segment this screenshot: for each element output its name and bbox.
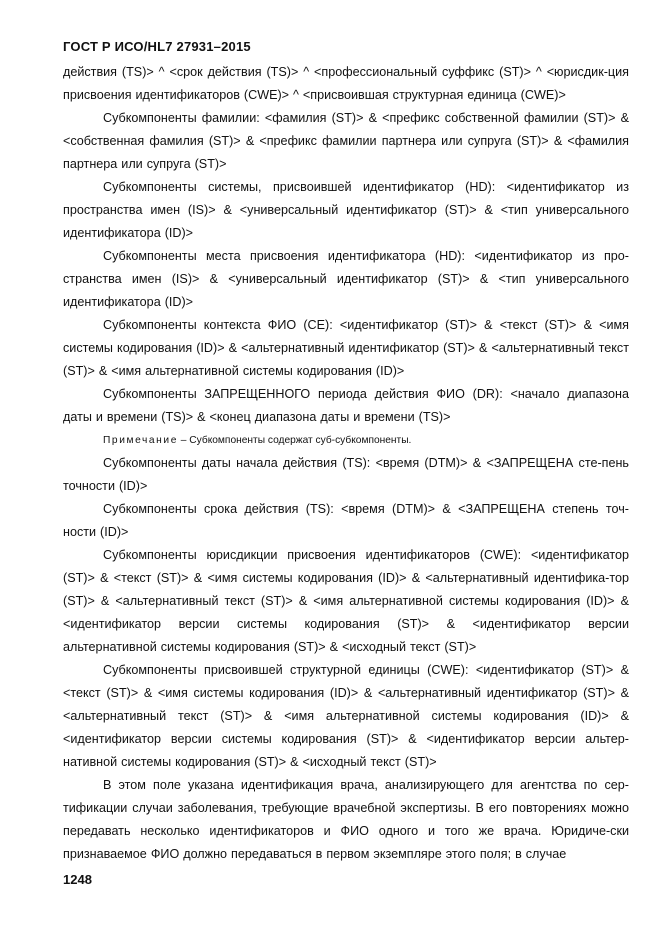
note-label: Примечание (103, 435, 178, 446)
paragraph-jurisdiction-subcomponents: Субкомпоненты юрисдикции присвоения идентификаторов (CWE): <идентификатор (ST)> & <текст (ST)> & <имя системы кодирования (ID)> & <альтернативный идентифика-тор (ST)> & <альтернативный текст (ST)> & <имя альтернативной системы кодирования (ID)> & <идентификатор версии системы кодирования (ST)> & <идентификатор версии альтернативной системы кодирования (ST)> & <исходный текст (ST)> (63, 548, 629, 654)
paragraph-continuation: действия (TS)> ^ <срок действия (TS)> ^ <профессиональный суффикс (ST)> ^ <юрисдик-ция присвоения идентификаторов (CWE)> ^ <присвоившая структурная единица (CWE)> (63, 65, 629, 102)
paragraph-expiration-date-subcomponents: Субкомпоненты срока действия (TS): <время (DTM)> & <ЗАПРЕЩЕНА степень точ-ности (ID)> (63, 502, 629, 539)
paragraph-assigning-authority-subcomponents: Субкомпоненты системы, присвоившей идентификатор (HD): <идентификатор из пространства имен (IS)> & <универсальный идентификатор (ST)> & <тип универсального идентификатора (ID)> (63, 180, 629, 240)
note (63, 429, 629, 452)
paragraph-effective-date-subcomponents: Субкомпоненты даты начала действия (TS): <время (DTM)> & <ЗАПРЕЩЕНА сте-пень точности (ID)> (63, 456, 629, 493)
page-number: 1248 (63, 872, 92, 887)
document-page (63, 38, 629, 866)
paragraph-name-validity-range-subcomponents: Субкомпоненты ЗАПРЕЩЕННОГО периода действия ФИО (DR): <начало диапазона даты и времени (TS)> & <конец диапазона даты и времени (TS)> (63, 387, 629, 424)
paragraph-assigning-facility-subcomponents: Субкомпоненты места присвоения идентификатора (HD): <идентификатор из про-странства имен (IS)> & <универсальный идентификатор (ST)> & <тип универсального идентификатора (ID)> (63, 249, 629, 309)
paragraph-field-description: В этом поле указана идентификация врача, анализирующего для агентства по сер-тификации случаи заболевания, требующие врачебной экспертизы. В его повторениях можно передавать несколько идентификаторов и ФИО одного и того же врача. Юридиче-ски признаваемое ФИО должно передаваться в первом экземпляре этого поля; в случае (63, 778, 629, 861)
document-header: ГОСТ Р ИСО/HL7 27931–2015 (63, 39, 251, 54)
paragraph-name-context-subcomponents: Субкомпоненты контекста ФИО (CE): <идентификатор (ST)> & <текст (ST)> & <имя системы кодирования (ID)> & <альтернативный идентификатор (ST)> & <альтернативный текст (ST)> & <имя альтернативной системы кодирования (ID)> (63, 318, 629, 378)
paragraph-assigning-unit-subcomponents: Субкомпоненты присвоившей структурной единицы (CWE): <идентификатор (ST)> & <текст (ST)> & <имя системы кодирования (ID)> & <альтернативный идентификатор (ST)> & <альтернативный текст (ST)> & <имя альтернативной системы кодирования (ID)> & <идентификатор версии системы кодирования (ST)> & <идентификатор версии альтер-нативной системы кодирования (ST)> & <исходный текст (ST)> (63, 663, 629, 769)
note-text: – Субкомпоненты содержат суб-субкомпоненты. (177, 435, 412, 446)
paragraph-surname-subcomponents: Субкомпоненты фамилии: <фамилия (ST)> & <префикс собственной фамилии (ST)> & <собственная фамилия (ST)> & <префикс фамилии партнера или супруга (ST)> & <фамилия партнера или супруга (ST)> (63, 111, 629, 171)
